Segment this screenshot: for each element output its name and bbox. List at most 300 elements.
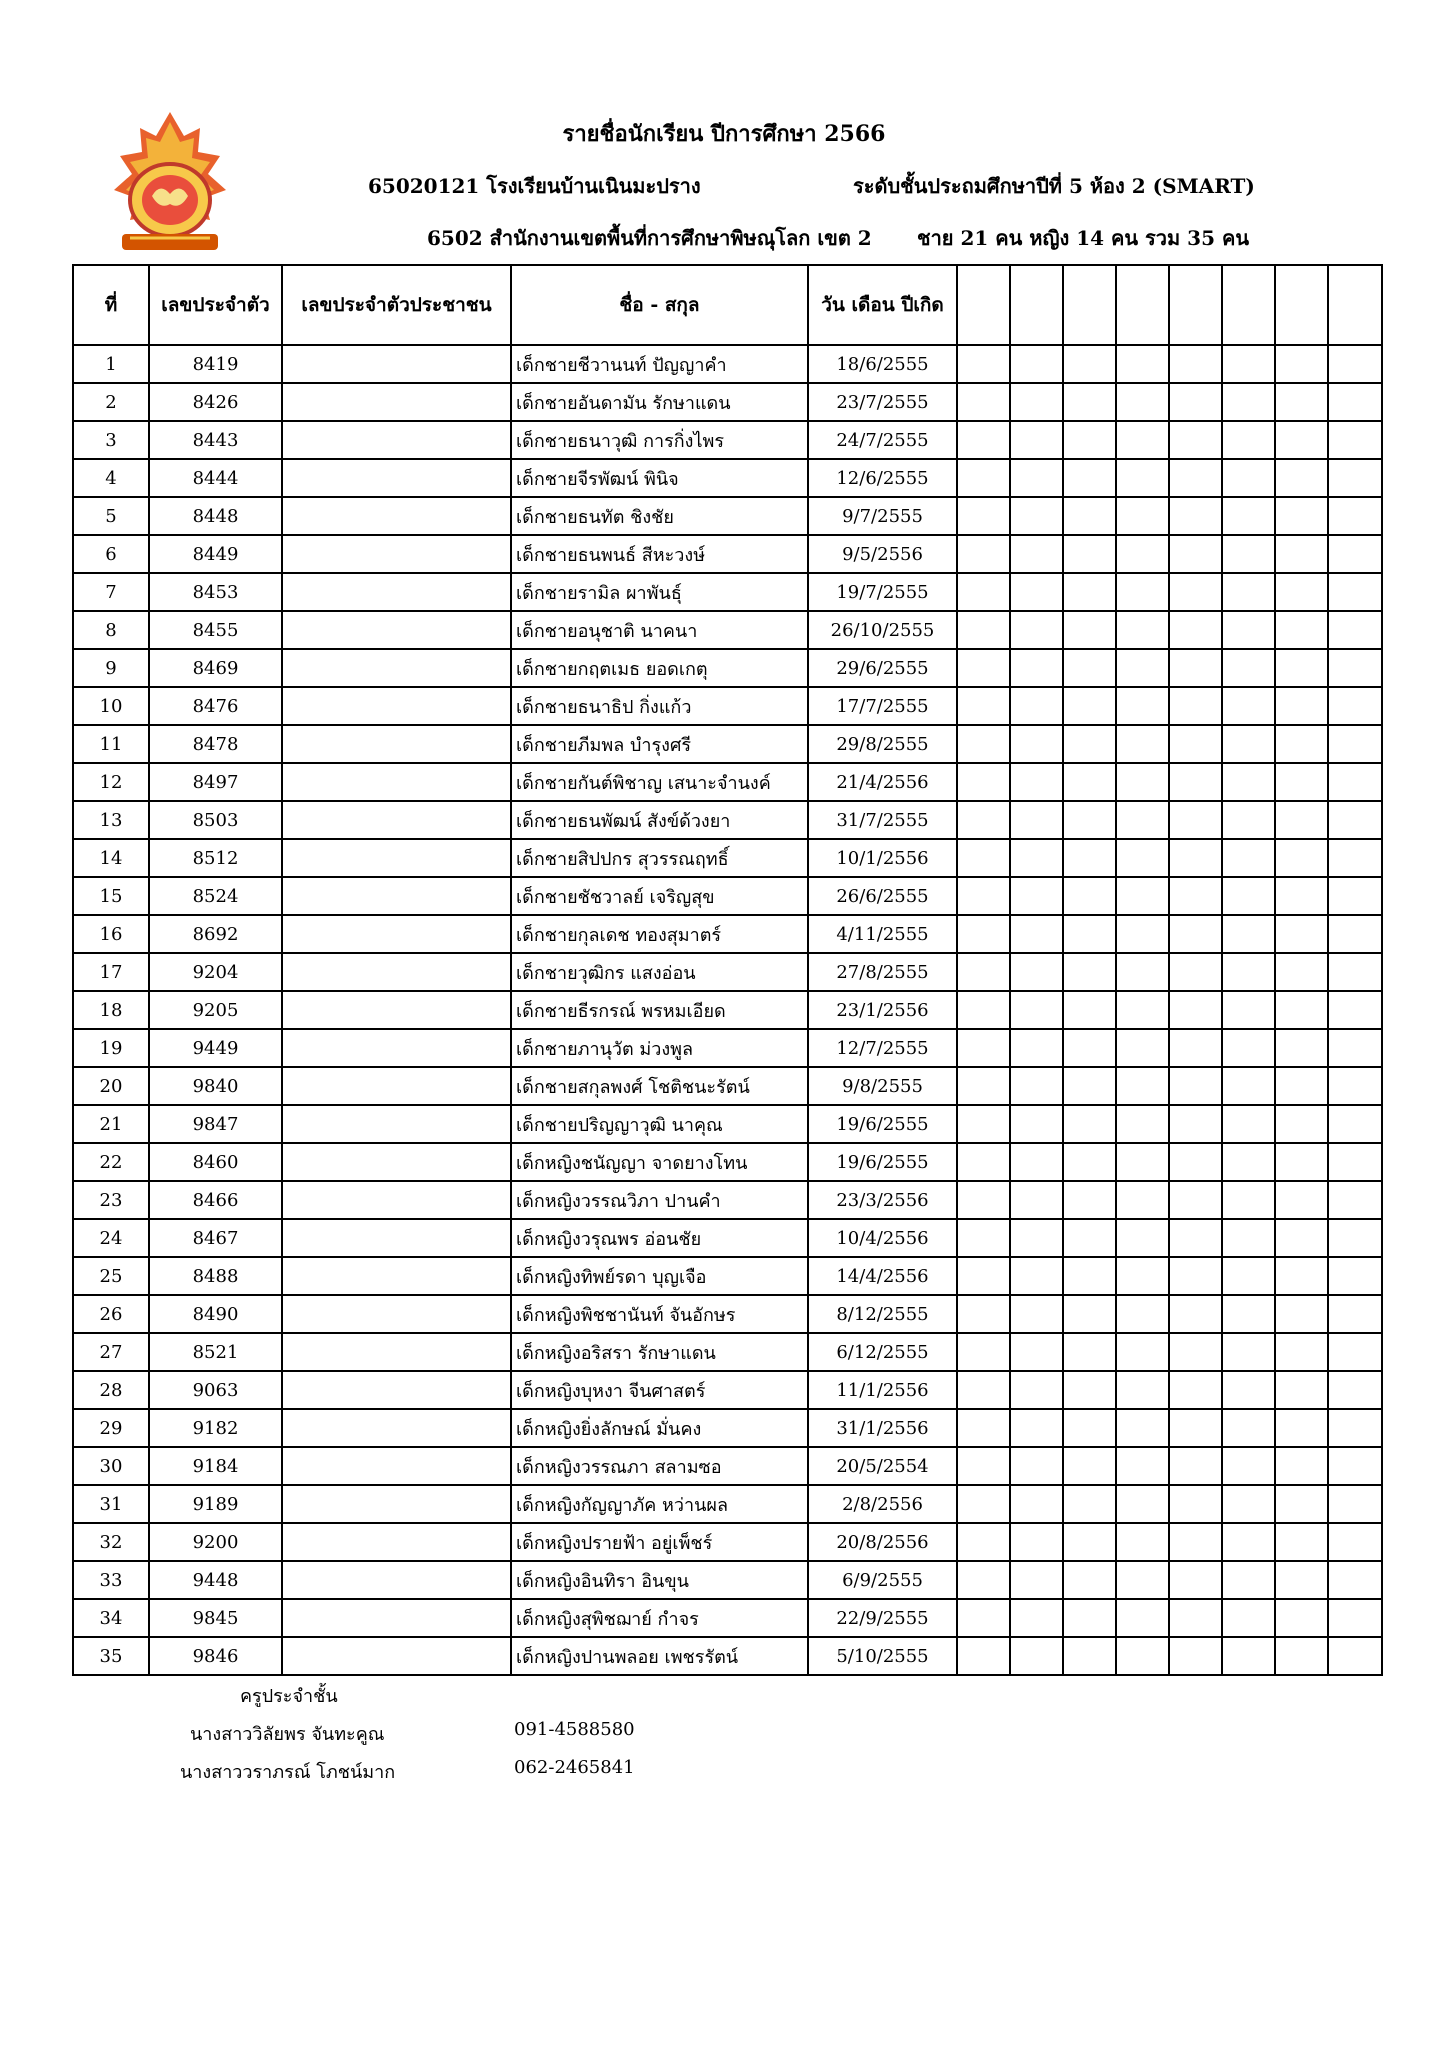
blank-cell (1275, 1637, 1328, 1675)
blank-cell (957, 421, 1010, 459)
student-id: 8443 (149, 421, 282, 459)
blank-cell (1063, 1523, 1116, 1561)
birth-date: 9/5/2556 (808, 535, 957, 573)
blank-cell (1063, 1637, 1116, 1675)
table-row (73, 953, 1382, 991)
student-id: 9189 (149, 1485, 282, 1523)
row-number: 21 (73, 1105, 149, 1143)
blank-cell (1328, 1029, 1382, 1067)
birth-date: 23/1/2556 (808, 991, 957, 1029)
blank-cell (1010, 383, 1063, 421)
citizen-id (282, 1561, 511, 1599)
blank-cell (1222, 1447, 1275, 1485)
blank-cell (1169, 1105, 1222, 1143)
row-number: 32 (73, 1523, 149, 1561)
blank-cell (1010, 763, 1063, 801)
blank-cell (1169, 1371, 1222, 1409)
blank-cell (1222, 1485, 1275, 1523)
blank-cell (957, 915, 1010, 953)
blank-cell (1116, 1637, 1169, 1675)
student-id: 8426 (149, 383, 282, 421)
table-row (73, 345, 1382, 383)
student-id: 9182 (149, 1409, 282, 1447)
blank-cell (1169, 1637, 1222, 1675)
blank-cell (1275, 421, 1328, 459)
table-row (73, 1067, 1382, 1105)
blank-cell (1116, 1333, 1169, 1371)
blank-cell (1275, 1599, 1328, 1637)
blank-cell (1116, 1257, 1169, 1295)
blank-cell (1222, 383, 1275, 421)
blank-cell (1328, 421, 1382, 459)
birth-date: 5/10/2555 (808, 1637, 957, 1675)
table-row (73, 801, 1382, 839)
birth-date: 12/7/2555 (808, 1029, 957, 1067)
school-code-name: 65020121 โรงเรียนบ้านเนินมะปราง (368, 174, 701, 198)
student-id: 9845 (149, 1599, 282, 1637)
blank-cell (1222, 1409, 1275, 1447)
blank-cell (1116, 1143, 1169, 1181)
blank-cell (957, 1219, 1010, 1257)
blank-cell (1275, 1105, 1328, 1143)
student-name: เด็กชายสิปปกร สุวรรณฤทธิ์ (511, 839, 808, 877)
blank-cell (1116, 801, 1169, 839)
blank-cell (1222, 687, 1275, 725)
blank-cell (1275, 459, 1328, 497)
blank-cell (1116, 839, 1169, 877)
blank-cell (1328, 687, 1382, 725)
table-row (73, 1523, 1382, 1561)
citizen-id (282, 1029, 511, 1067)
row-number: 14 (73, 839, 149, 877)
blank-cell (1328, 991, 1382, 1029)
blank-cell (957, 1523, 1010, 1561)
birth-date: 9/8/2555 (808, 1067, 957, 1105)
blank-cell (1116, 687, 1169, 725)
student-name: เด็กชายปริญญาวุฒิ นาคุณ (511, 1105, 808, 1143)
row-number: 2 (73, 383, 149, 421)
student-name: เด็กชายจีรพัฒน์ พินิจ (511, 459, 808, 497)
blank-cell (1063, 763, 1116, 801)
birth-date: 12/6/2555 (808, 459, 957, 497)
blank-cell (1328, 649, 1382, 687)
student-name: เด็กชายกันต์พิชาญ เสนาะจำนงค์ (511, 763, 808, 801)
table-row (73, 1371, 1382, 1409)
student-name: เด็กชายกุลเดช ทองสุมาตร์ (511, 915, 808, 953)
blank-cell (1010, 1029, 1063, 1067)
blank-cell (1169, 801, 1222, 839)
blank-cell (1063, 383, 1116, 421)
blank-cell (1116, 953, 1169, 991)
birth-date: 24/7/2555 (808, 421, 957, 459)
row-number: 1 (73, 345, 149, 383)
blank-cell (1010, 1219, 1063, 1257)
blank-cell (1275, 915, 1328, 953)
blank-cell (1275, 1067, 1328, 1105)
table-row (73, 763, 1382, 801)
blank-cell (1328, 497, 1382, 535)
citizen-id (282, 725, 511, 763)
blank-cell (957, 1295, 1010, 1333)
homeroom-teacher-label: ครูประจำชั้น (240, 1686, 338, 1707)
row-number: 19 (73, 1029, 149, 1067)
blank-cell (1222, 801, 1275, 839)
blank-column-header (1116, 265, 1169, 345)
table-row (73, 1181, 1382, 1219)
table-row (73, 1257, 1382, 1295)
blank-cell (1010, 1523, 1063, 1561)
student-id: 9448 (149, 1561, 282, 1599)
blank-cell (1275, 1029, 1328, 1067)
col-no-header: ที่ (73, 265, 149, 345)
blank-cell (1222, 1523, 1275, 1561)
blank-cell (1010, 1067, 1063, 1105)
blank-cell (1222, 1029, 1275, 1067)
row-number: 13 (73, 801, 149, 839)
birth-date: 10/4/2556 (808, 1219, 957, 1257)
student-id: 8512 (149, 839, 282, 877)
blank-column-header (1010, 265, 1063, 345)
blank-cell (1010, 991, 1063, 1029)
blank-cell (1010, 1105, 1063, 1143)
blank-cell (957, 1181, 1010, 1219)
row-number: 34 (73, 1599, 149, 1637)
row-number: 30 (73, 1447, 149, 1485)
blank-cell (1275, 953, 1328, 991)
student-name: เด็กชายอนุชาติ นาคนา (511, 611, 808, 649)
row-number: 20 (73, 1067, 149, 1105)
blank-cell (1010, 535, 1063, 573)
student-name: เด็กหญิงพิชชานันท์ จันอักษร (511, 1295, 808, 1333)
citizen-id (282, 1485, 511, 1523)
blank-cell (1010, 725, 1063, 763)
blank-cell (957, 1143, 1010, 1181)
blank-cell (1222, 421, 1275, 459)
row-number: 27 (73, 1333, 149, 1371)
blank-column-header (1328, 265, 1382, 345)
blank-cell (1222, 535, 1275, 573)
blank-cell (1063, 953, 1116, 991)
blank-cell (1169, 915, 1222, 953)
student-id: 8444 (149, 459, 282, 497)
blank-cell (1169, 1067, 1222, 1105)
blank-cell (1275, 1295, 1328, 1333)
citizen-id (282, 1143, 511, 1181)
citizen-id (282, 383, 511, 421)
student-id: 9847 (149, 1105, 282, 1143)
blank-cell (957, 801, 1010, 839)
student-name: เด็กชายธนาธิป กิ่งแก้ว (511, 687, 808, 725)
blank-cell (957, 687, 1010, 725)
blank-cell (1116, 915, 1169, 953)
row-number: 31 (73, 1485, 149, 1523)
citizen-id (282, 535, 511, 573)
birth-date: 21/4/2556 (808, 763, 957, 801)
citizen-id (282, 1523, 511, 1561)
blank-cell (1063, 725, 1116, 763)
table-row (73, 611, 1382, 649)
blank-cell (957, 1485, 1010, 1523)
blank-cell (1169, 687, 1222, 725)
row-number: 11 (73, 725, 149, 763)
blank-cell (957, 991, 1010, 1029)
blank-cell (1063, 687, 1116, 725)
citizen-id (282, 611, 511, 649)
blank-cell (957, 1447, 1010, 1485)
student-name: เด็กชายธนาวุฒิ การกิ่งไพร (511, 421, 808, 459)
student-id: 8449 (149, 535, 282, 573)
blank-cell (1328, 345, 1382, 383)
blank-cell (1328, 915, 1382, 953)
blank-cell (1328, 877, 1382, 915)
birth-date: 17/7/2555 (808, 687, 957, 725)
row-number: 7 (73, 573, 149, 611)
birth-date: 19/6/2555 (808, 1143, 957, 1181)
student-id: 8497 (149, 763, 282, 801)
blank-cell (1222, 1371, 1275, 1409)
blank-cell (1169, 421, 1222, 459)
student-id: 8476 (149, 687, 282, 725)
blank-cell (1169, 1029, 1222, 1067)
blank-cell (1169, 649, 1222, 687)
student-id: 8692 (149, 915, 282, 953)
citizen-id (282, 345, 511, 383)
student-id: 8419 (149, 345, 282, 383)
row-number: 5 (73, 497, 149, 535)
blank-cell (1063, 345, 1116, 383)
student-id: 9840 (149, 1067, 282, 1105)
blank-cell (1116, 611, 1169, 649)
row-number: 9 (73, 649, 149, 687)
student-name: เด็กชายกฤตเมธ ยอดเกตุ (511, 649, 808, 687)
col-student-id-header: เลขประจำตัว (149, 265, 282, 345)
blank-cell (1222, 497, 1275, 535)
blank-cell (1116, 649, 1169, 687)
blank-cell (957, 459, 1010, 497)
blank-cell (1275, 1219, 1328, 1257)
blank-cell (957, 345, 1010, 383)
blank-cell (957, 839, 1010, 877)
row-number: 35 (73, 1637, 149, 1675)
table-row (73, 1447, 1382, 1485)
blank-cell (1275, 611, 1328, 649)
blank-cell (1222, 991, 1275, 1029)
blank-cell (1328, 1371, 1382, 1409)
blank-cell (1328, 1333, 1382, 1371)
blank-cell (1116, 1409, 1169, 1447)
blank-cell (1275, 1181, 1328, 1219)
citizen-id (282, 1067, 511, 1105)
blank-cell (1010, 1371, 1063, 1409)
blank-cell (1116, 1561, 1169, 1599)
blank-cell (1169, 991, 1222, 1029)
blank-cell (1063, 1257, 1116, 1295)
blank-cell (1116, 1371, 1169, 1409)
table-row (73, 687, 1382, 725)
blank-cell (957, 1371, 1010, 1409)
blank-cell (957, 1637, 1010, 1675)
blank-cell (1328, 573, 1382, 611)
table-row (73, 877, 1382, 915)
citizen-id (282, 1371, 511, 1409)
education-district: 6502 สำนักงานเขตพื้นที่การศึกษาพิษณุโลก เขต 2 (427, 226, 872, 250)
birth-date: 26/10/2555 (808, 611, 957, 649)
blank-cell (1275, 535, 1328, 573)
blank-cell (1010, 1447, 1063, 1485)
student-id: 8448 (149, 497, 282, 535)
blank-cell (1275, 1561, 1328, 1599)
student-name: เด็กชายธนทัต ชิงชัย (511, 497, 808, 535)
student-id: 8503 (149, 801, 282, 839)
blank-cell (1222, 1143, 1275, 1181)
blank-cell (957, 953, 1010, 991)
blank-cell (1010, 1599, 1063, 1637)
citizen-id (282, 1105, 511, 1143)
blank-cell (1328, 383, 1382, 421)
blank-cell (1169, 345, 1222, 383)
blank-cell (1222, 1637, 1275, 1675)
blank-cell (1328, 1409, 1382, 1447)
student-name: เด็กหญิงอินทิรา อินขุน (511, 1561, 808, 1599)
blank-cell (1169, 725, 1222, 763)
blank-cell (1275, 991, 1328, 1029)
blank-cell (1116, 1105, 1169, 1143)
student-name: เด็กหญิงสุพิชฌาย์ กำจร (511, 1599, 808, 1637)
student-name: เด็กหญิงชนัญญา จาดยางโทน (511, 1143, 808, 1181)
table-body (73, 345, 1382, 1675)
blank-cell (1222, 1181, 1275, 1219)
blank-cell (957, 383, 1010, 421)
student-name: เด็กชายรามิล ผาพันธุ์ (511, 573, 808, 611)
blank-cell (1063, 1447, 1116, 1485)
blank-cell (1328, 1105, 1382, 1143)
student-id: 8455 (149, 611, 282, 649)
blank-cell (1063, 877, 1116, 915)
blank-cell (1169, 953, 1222, 991)
citizen-id (282, 1333, 511, 1371)
blank-cell (1063, 1295, 1116, 1333)
blank-cell (1010, 839, 1063, 877)
blank-cell (1063, 535, 1116, 573)
blank-cell (1328, 763, 1382, 801)
blank-cell (957, 877, 1010, 915)
birth-date: 26/6/2555 (808, 877, 957, 915)
blank-cell (1275, 649, 1328, 687)
student-name: เด็กชายวุฒิกร แสงอ่อน (511, 953, 808, 991)
teacher-phone-1: 091-4588580 (514, 1719, 635, 1740)
blank-cell (1010, 953, 1063, 991)
blank-cell (1169, 1295, 1222, 1333)
blank-cell (1222, 573, 1275, 611)
row-number: 23 (73, 1181, 149, 1219)
table-row (73, 1409, 1382, 1447)
student-name: เด็กหญิงบุหงา จีนศาสตร์ (511, 1371, 808, 1409)
table-row (73, 459, 1382, 497)
blank-cell (1010, 1257, 1063, 1295)
blank-cell (1116, 1219, 1169, 1257)
blank-cell (1116, 497, 1169, 535)
blank-cell (1328, 725, 1382, 763)
blank-cell (1275, 877, 1328, 915)
blank-cell (1116, 877, 1169, 915)
blank-cell (1328, 1143, 1382, 1181)
table-row (73, 915, 1382, 953)
blank-cell (1116, 459, 1169, 497)
blank-cell (1063, 1143, 1116, 1181)
blank-cell (957, 611, 1010, 649)
blank-cell (1328, 1447, 1382, 1485)
blank-cell (1222, 1599, 1275, 1637)
blank-cell (1116, 1447, 1169, 1485)
blank-cell (1116, 383, 1169, 421)
blank-cell (1010, 1295, 1063, 1333)
student-id: 8521 (149, 1333, 282, 1371)
class-level: ระดับชั้นประถมศึกษาปีที่ 5 ห้อง 2 (SMART) (853, 174, 1255, 198)
student-name: เด็กหญิงยิ่งลักษณ์ มั่นคง (511, 1409, 808, 1447)
blank-column-header (957, 265, 1010, 345)
blank-cell (1063, 1485, 1116, 1523)
blank-cell (957, 573, 1010, 611)
blank-cell (1275, 1485, 1328, 1523)
blank-cell (957, 1105, 1010, 1143)
blank-cell (1010, 649, 1063, 687)
blank-cell (957, 1333, 1010, 1371)
blank-cell (1116, 421, 1169, 459)
blank-cell (957, 1067, 1010, 1105)
blank-cell (1063, 1029, 1116, 1067)
student-id: 9205 (149, 991, 282, 1029)
blank-cell (1222, 1219, 1275, 1257)
student-name: เด็กหญิงวรรณวิภา ปานคำ (511, 1181, 808, 1219)
blank-cell (1222, 1257, 1275, 1295)
blank-cell (1063, 839, 1116, 877)
blank-cell (1328, 1219, 1382, 1257)
blank-cell (1275, 725, 1328, 763)
student-id: 8466 (149, 1181, 282, 1219)
birth-date: 31/7/2555 (808, 801, 957, 839)
blank-cell (1169, 459, 1222, 497)
blank-cell (1328, 459, 1382, 497)
student-id: 8467 (149, 1219, 282, 1257)
table-row (73, 725, 1382, 763)
citizen-id (282, 687, 511, 725)
blank-column-header (1169, 265, 1222, 345)
citizen-id (282, 421, 511, 459)
citizen-id (282, 915, 511, 953)
table-row (73, 535, 1382, 573)
blank-cell (1116, 1485, 1169, 1523)
citizen-id (282, 1181, 511, 1219)
student-name: เด็กหญิงวรรณภา สลามซอ (511, 1447, 808, 1485)
table-row (73, 649, 1382, 687)
blank-cell (1222, 1295, 1275, 1333)
teacher-name-2: นางสาววราภรณ์ โภชน์มาก (180, 1762, 396, 1783)
blank-cell (1275, 1143, 1328, 1181)
blank-cell (1063, 1105, 1116, 1143)
blank-cell (1010, 1637, 1063, 1675)
table-header-row (73, 265, 1382, 345)
table-row (73, 839, 1382, 877)
student-name: เด็กชายชัชวาลย์ เจริญสุข (511, 877, 808, 915)
blank-cell (1222, 725, 1275, 763)
birth-date: 2/8/2556 (808, 1485, 957, 1523)
table-row (73, 1485, 1382, 1523)
blank-cell (1169, 1485, 1222, 1523)
blank-cell (1063, 1599, 1116, 1637)
row-number: 24 (73, 1219, 149, 1257)
blank-cell (1063, 573, 1116, 611)
table-row (73, 1637, 1382, 1675)
